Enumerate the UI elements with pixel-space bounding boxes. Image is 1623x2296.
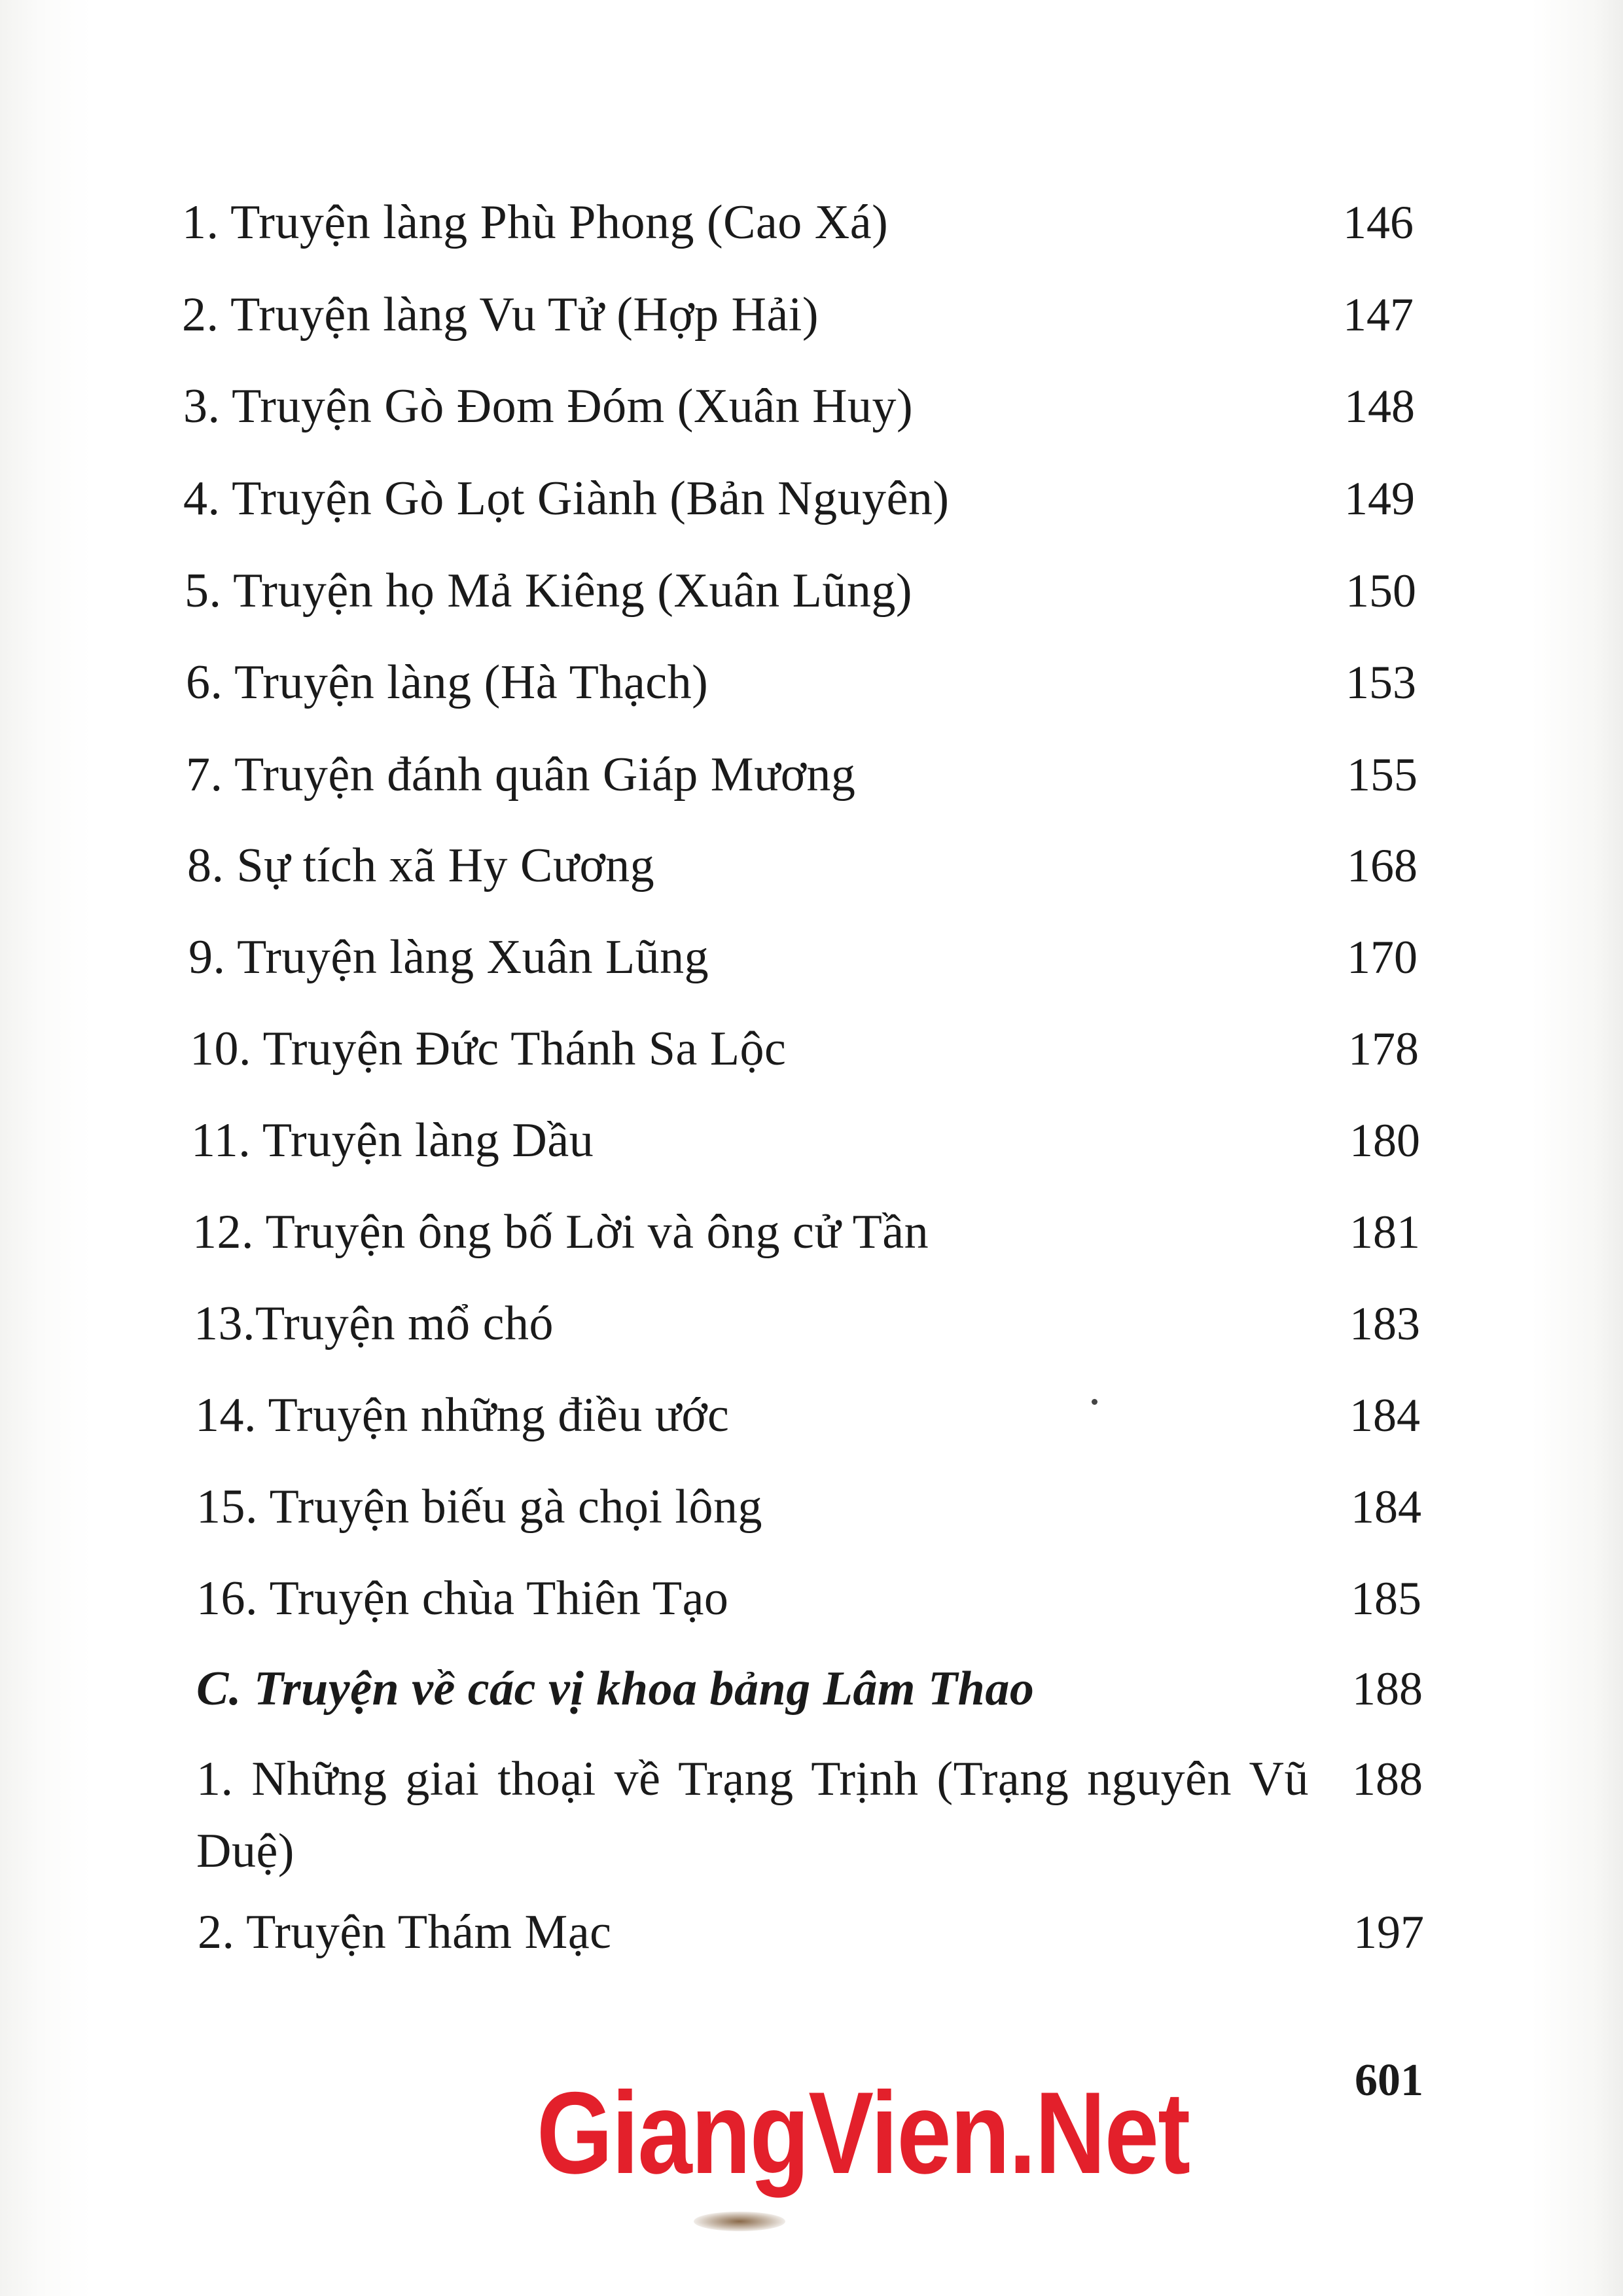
toc-entry-title: 10. Truyện Đức Thánh Sa Lộc — [190, 1022, 787, 1076]
toc-entry-page: 148 — [1344, 380, 1415, 433]
toc-entry-page: 168 — [1347, 839, 1418, 892]
toc-entry-title: 14. Truyện những điều ước — [195, 1388, 730, 1442]
toc-entry-page: 180 — [1349, 1114, 1420, 1167]
toc-entry-title: 12. Truyện ông bố Lời và ông cử Tần — [192, 1205, 929, 1259]
toc-entry-page: 147 — [1343, 289, 1414, 341]
toc-entry-title: 8. Sự tích xã Hy Cương — [187, 839, 655, 892]
toc-entry-title: 3. Truyện Gò Đom Đóm (Xuân Huy) — [183, 380, 914, 433]
toc-section-heading-title: C. Truyện về các vị khoa bảng Lâm Thao — [196, 1662, 1035, 1716]
toc-entry-page: 153 — [1346, 656, 1416, 709]
toc-entry-page: 181 — [1349, 1206, 1420, 1258]
toc-entry-page: 184 — [1351, 1481, 1421, 1533]
toc-entry-page: 146 — [1343, 196, 1414, 249]
toc-entry-page: 149 — [1344, 472, 1415, 525]
toc-entry-title: 9. Truyện làng Xuân Lũng — [188, 930, 709, 984]
toc-entry-page: 188 — [1352, 1663, 1423, 1715]
toc-entry-title: 15. Truyện biếu gà chọi lông — [196, 1480, 762, 1534]
toc-entry-title: 5. Truyện họ Mả Kiêng (Xuân Lũng) — [185, 564, 913, 618]
toc-entry-title: 1. Những giai thoại về Trạng Trịnh (Trạng nguyên Vũ Duệ) — [196, 1752, 1309, 1878]
toc-entry-page: 185 — [1351, 1572, 1421, 1625]
toc-entry-title: 16. Truyện chùa Thiên Tạo — [196, 1572, 729, 1625]
toc-entry-title: 2. Truyện Thám Mạc — [198, 1905, 612, 1959]
toc-entry-title: 1. Truyện làng Phù Phong (Cao Xá) — [182, 196, 889, 249]
toc-entry-page: 184 — [1349, 1389, 1420, 1441]
toc-entry-page: 188 — [1352, 1753, 1423, 1805]
toc-entry-title: 4. Truyện Gò Lọt Giành (Bản Nguyên) — [183, 472, 950, 525]
toc-entry-title: 13.Truyện mổ chó — [194, 1297, 554, 1351]
ink-speck — [1092, 1399, 1097, 1405]
toc-entry-page: 155 — [1347, 749, 1418, 801]
page-edge-shadow — [694, 2212, 785, 2231]
toc-entry-page: 170 — [1347, 931, 1418, 983]
toc-entry-page: 178 — [1348, 1023, 1419, 1075]
watermark: GiangVien.Net — [537, 2068, 1190, 2198]
toc-entry-title: 6. Truyện làng (Hà Thạch) — [186, 656, 709, 709]
toc-entry-title: 7. Truyện đánh quân Giáp Mương — [186, 748, 856, 802]
toc-entry-page: 197 — [1353, 1906, 1424, 1958]
toc-entry-page: 150 — [1346, 565, 1416, 617]
page-number: 601 — [1355, 2055, 1423, 2106]
toc-entry-page: 183 — [1349, 1298, 1420, 1350]
toc-entry-title: 2. Truyện làng Vu Tử (Hợp Hải) — [182, 288, 819, 342]
toc-entry-title: 11. Truyện làng Dầu — [191, 1114, 594, 1167]
